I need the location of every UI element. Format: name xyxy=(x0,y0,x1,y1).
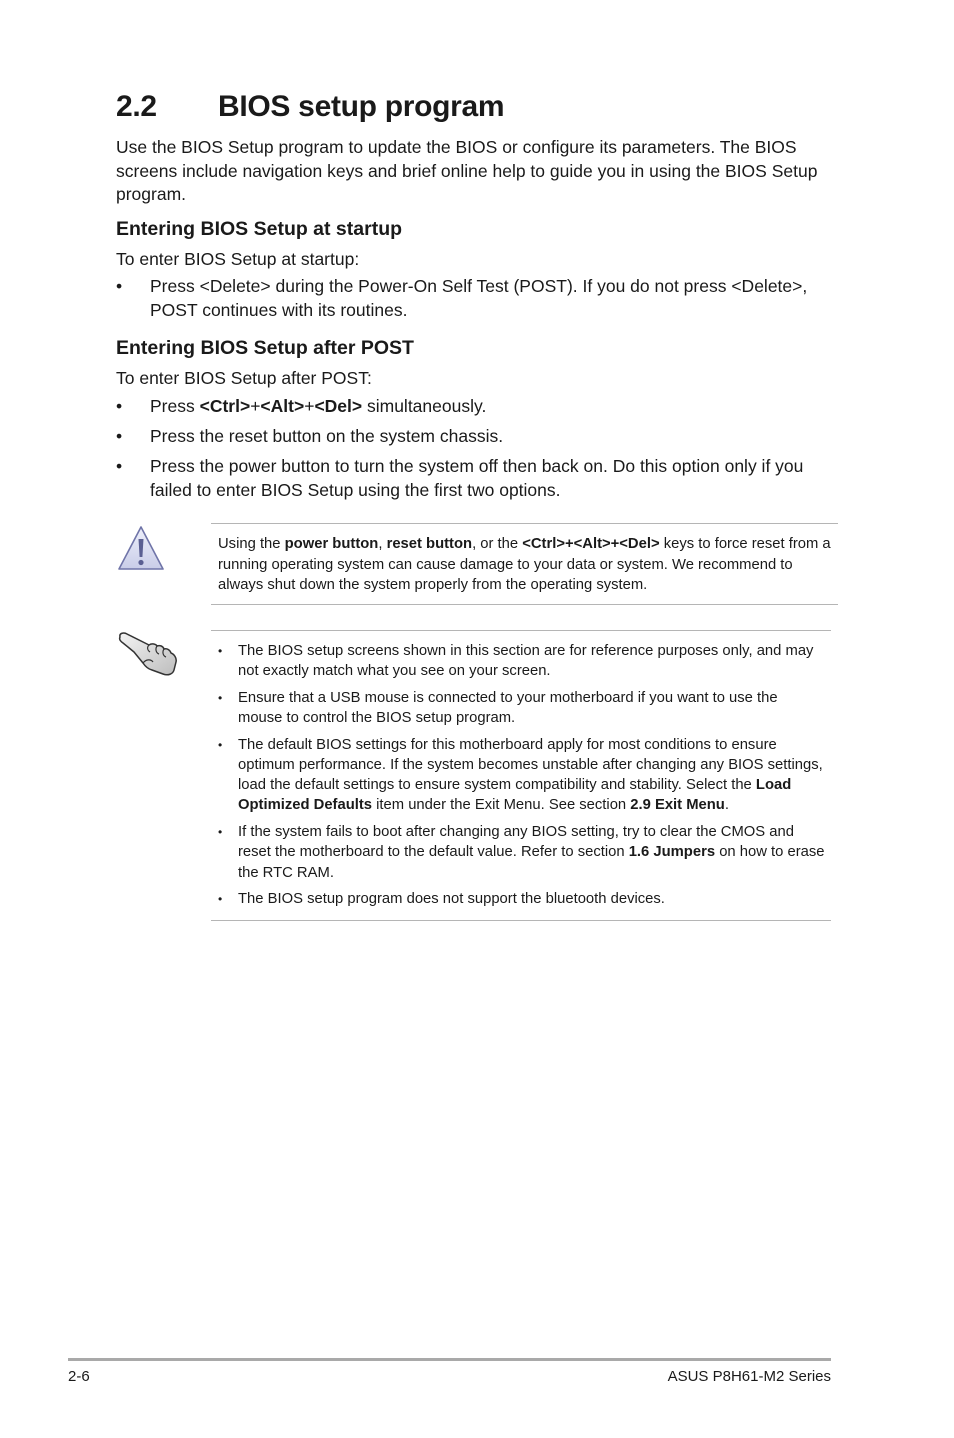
key-del: <Del> xyxy=(314,396,363,416)
key-alt: <Alt> xyxy=(260,396,305,416)
list-item xyxy=(116,454,836,502)
bullet-glyph: • xyxy=(218,644,223,658)
list-item xyxy=(211,822,831,883)
startup-heading: Entering BIOS Setup at startup xyxy=(116,218,403,240)
after-post-heading: Entering BIOS Setup after POST xyxy=(116,337,414,359)
bullet-glyph: • xyxy=(116,426,123,446)
text-run: + xyxy=(250,396,261,416)
note-5: The BIOS setup program does not support the bluetooth devices. xyxy=(238,891,665,908)
list-item xyxy=(211,641,831,681)
warning-callout xyxy=(211,523,838,605)
text-run: The default BIOS settings for this motherboard apply for most conditions to ensure optimum performance. If the system becomes unstable after changing any BIOS settings, load the default settings to ensure system compatibility and stability. Select the xyxy=(238,736,823,794)
emphasis-jumpers-section: 1.6 Jumpers xyxy=(628,844,716,861)
text-run: on how to erase the RTC RAM. xyxy=(238,844,825,881)
emphasis-reset-button: reset button xyxy=(386,536,473,552)
bullet-glyph: • xyxy=(218,892,223,907)
bullet-glyph: • xyxy=(218,825,223,840)
key-ctrl: <Ctrl> xyxy=(199,396,251,416)
text-run: item under the Exit Menu. See section xyxy=(372,797,631,814)
emphasis-exit-menu-section: 2.9 Exit Menu xyxy=(630,797,725,814)
text-run: Press xyxy=(150,396,200,416)
text-run: . xyxy=(724,797,729,814)
note-1: The BIOS setup screens shown in this section are for reference purposes only, and may not exactly match what you see on your screen. xyxy=(238,643,814,680)
startup-list xyxy=(116,274,836,322)
after-post-list xyxy=(116,394,836,502)
notes-list xyxy=(211,631,831,920)
note-2: Ensure that a USB mouse is connected to your motherboard if you want to use the mouse to control the BIOS setup program. xyxy=(238,689,778,727)
footer-divider xyxy=(68,1358,831,1361)
product-name: ASUS P8H61-M2 Series xyxy=(667,1368,831,1385)
warning-text xyxy=(211,524,838,604)
bullet-glyph: • xyxy=(116,396,123,416)
bullet-glyph: • xyxy=(218,737,223,752)
list-item xyxy=(211,889,831,909)
emphasis-key-combo: <Ctrl>+<Alt>+<Del> xyxy=(522,536,660,552)
text-run: , or the xyxy=(472,536,523,552)
section-title-text: BIOS setup program xyxy=(218,90,505,123)
list-item xyxy=(116,394,836,418)
warning-triangle-icon xyxy=(116,524,166,572)
bullet-glyph: • xyxy=(218,690,223,705)
section-number: 2.2 xyxy=(116,90,157,123)
list-item xyxy=(211,735,831,816)
text-run: keys to force reset from a running operating system can cause damage to your data or system. We recommend to always shut down the system properly from the operating system. xyxy=(218,536,831,593)
text-run: Using the xyxy=(218,536,285,552)
text-run: , xyxy=(378,536,387,552)
bullet-glyph: • xyxy=(116,456,123,476)
after-post-lead: To enter BIOS Setup after POST: xyxy=(116,368,372,388)
text-run: simultaneously. xyxy=(362,396,487,416)
bullet-glyph: • xyxy=(116,276,123,296)
emphasis-power-button: power button xyxy=(284,536,379,552)
emphasis-load-optimized-defaults: Load Optimized Defaults xyxy=(238,777,792,814)
intro-paragraph: Use the BIOS Setup program to update the BIOS or configure its parameters. The BIOS screens include navigation keys and brief online help to guide you in using the BIOS Setup program. xyxy=(116,137,818,204)
list-item xyxy=(211,688,831,728)
after-post-bullet-2: Press the reset button on the system chassis. xyxy=(150,426,504,446)
page-number: 2-6 xyxy=(68,1368,90,1385)
after-post-bullet-3: Press the power button to turn the system off then back on. Do this option only if you failed to enter BIOS Setup using the first two options. xyxy=(150,456,804,500)
list-item xyxy=(116,424,836,448)
pointing-hand-icon xyxy=(116,628,180,678)
text-run: + xyxy=(304,396,315,416)
section-title xyxy=(116,88,504,126)
startup-lead: To enter BIOS Setup at startup: xyxy=(116,249,360,269)
startup-bullet-1: Press <Delete> during the Power-On Self Test (POST). If you do not press <Delete>, POST continues with its routines. xyxy=(150,276,808,320)
notes-callout xyxy=(211,630,831,921)
list-item xyxy=(116,274,836,322)
text-run: If the system fails to boot after changing any BIOS setting, try to clear the CMOS and reset the motherboard to the default value. Refer to section xyxy=(238,824,794,861)
